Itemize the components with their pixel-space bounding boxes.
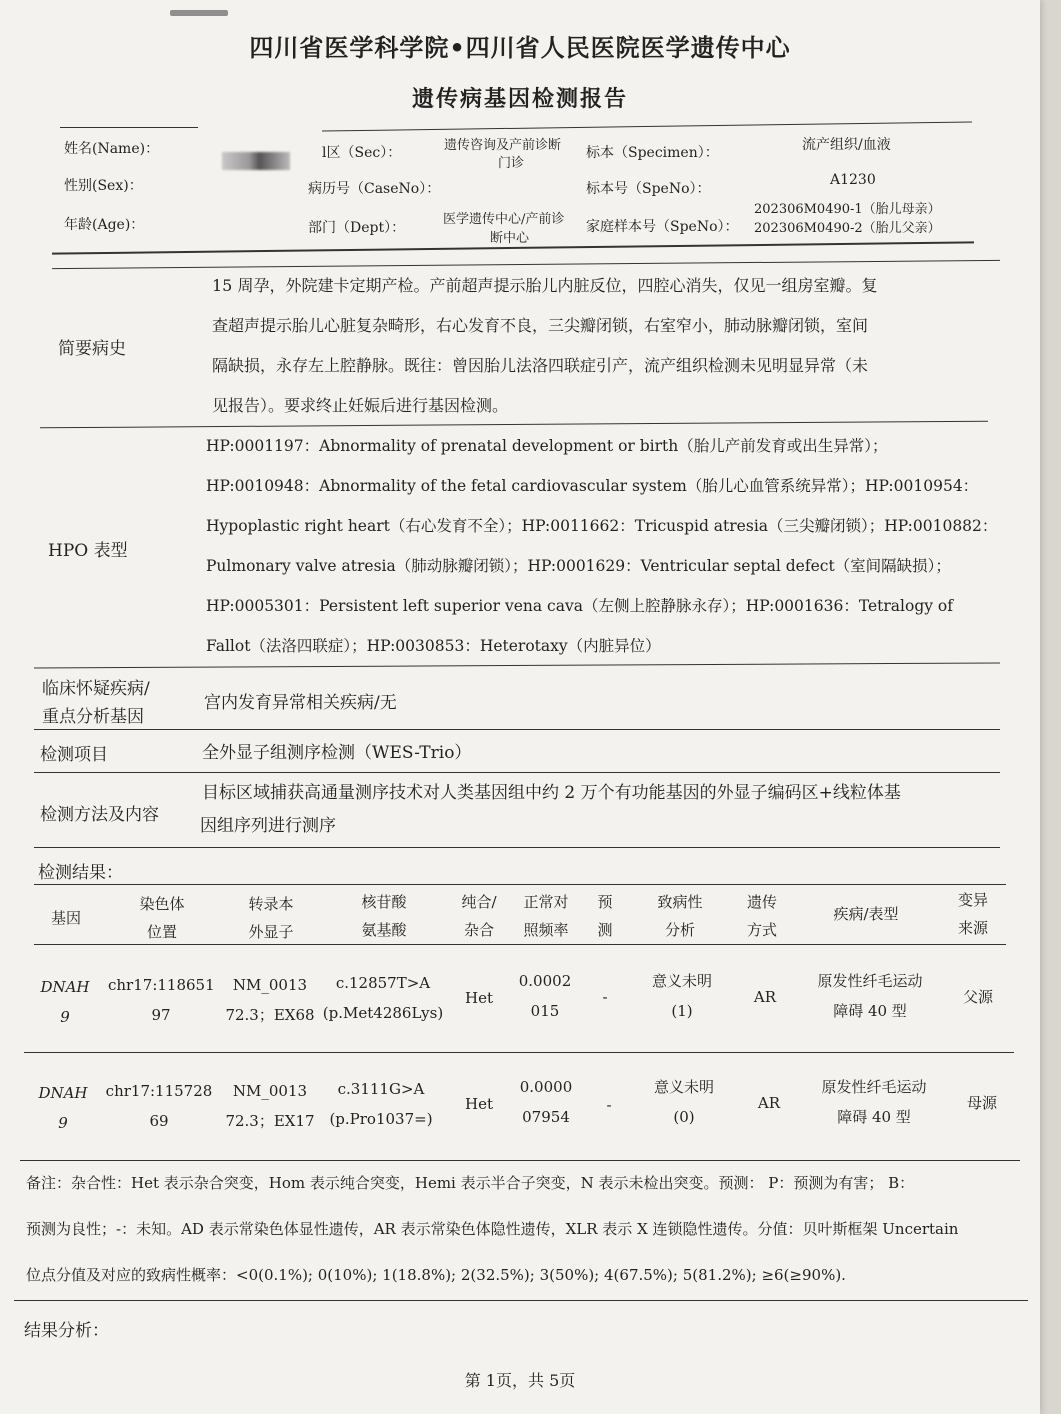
row-1-rule xyxy=(24,1052,1014,1053)
table-row-2-frequency: 0.0000 07954 xyxy=(519,1078,573,1126)
notes-line: 备注：杂合性：Het 表示杂合突变，Hom 表示纯合突变，Hemi 表示半合子突变，N 表示未检出突变。预测： P：预测为有害； B： xyxy=(26,1174,915,1192)
header-pathogenicity: 致病性 分析 xyxy=(657,893,703,939)
table-row-2-pathogenicity: 意义未明 (0) xyxy=(653,1078,714,1126)
table-row-1-frequency: 0.0002 015 xyxy=(518,972,572,1020)
dept-label: 部门（Dept）： xyxy=(308,220,406,236)
hpo-line: HP:0010948：Abnormality of the fetal cardiovascular system（胎儿心血管系统异常）；HP:0010954： xyxy=(206,477,979,495)
clinical-rule xyxy=(34,729,1000,730)
family-speno-value-2: 202306M0490-2（胎儿父亲） xyxy=(754,221,941,236)
table-row-2-gene: DNAH 9 xyxy=(38,1084,88,1132)
header-rule-left xyxy=(60,127,198,128)
method-label: 检测方法及内容 xyxy=(40,805,159,825)
header-transcript: 转录本 外显子 xyxy=(248,895,294,941)
header-nucleotide: 核苷酸 氨基酸 xyxy=(361,893,407,939)
history-line: 查超声提示胎儿心脏复杂畸形，右心发育不良，三尖瓣闭锁，右室窄小，肺动脉瓣闭锁，室间 xyxy=(212,316,869,335)
results-top-rule xyxy=(34,884,1006,885)
notes-line: 位点分值及对应的致病性概率：<0(0.1%); 0(10%); 1(18.8%); 2(32.5%); 3(50%); 4(67.5%); 5(81.2%); ≥6(≥90%). xyxy=(26,1266,846,1284)
sec-label: l区（Sec）： xyxy=(322,145,402,161)
header-disease: 疾病/表型 xyxy=(833,905,899,923)
dept-value-line1: 医学遗传中心/产前诊 xyxy=(443,212,565,227)
header-zygosity: 纯合/ 杂合 xyxy=(461,893,497,939)
table-row-2-inheritance: AR xyxy=(757,1094,781,1112)
sex-label: 性别(Sex)： xyxy=(64,178,143,194)
redacted-name xyxy=(222,152,290,170)
table-row-2-source: 母源 xyxy=(966,1094,997,1112)
table-row-1-prediction: - xyxy=(602,988,608,1006)
name-label: 姓名(Name)： xyxy=(64,141,160,157)
table-row-2-prediction: - xyxy=(606,1096,612,1114)
history-line: 见报告）。要求终止妊娠后进行基因检测。 xyxy=(212,396,509,415)
sec-value-line1: 遗传咨询及产前诊断 xyxy=(444,138,562,153)
caseno-label: 病历号（CaseNo）： xyxy=(308,181,441,197)
results-label: 检测结果： xyxy=(38,863,123,883)
hpo-line: Hypoplastic right heart（右心发育不全）；HP:0011662：Tricuspid atresia（三尖瓣闭锁）；HP:0010882： xyxy=(206,517,998,535)
specimen-value: 流产组织/血液 xyxy=(802,137,891,153)
project-rule xyxy=(34,772,1000,773)
header-gene: 基因 xyxy=(50,909,81,927)
clinical-label-line1: 临床怀疑疾病/ xyxy=(42,679,150,699)
dept-value-line2: 断中心 xyxy=(490,231,530,246)
specimen-label: 标本（Specimen）： xyxy=(586,145,719,161)
table-row-2-position: chr17:115728 69 xyxy=(105,1082,213,1130)
hpo-line: HP:0001197：Abnormality of prenatal development or birth（胎儿产前发育或出生异常）； xyxy=(206,437,888,455)
page-footer: 第 1页，共 5页 xyxy=(464,1371,576,1390)
sec-value-line2: 门诊 xyxy=(498,156,525,171)
notes-line: 预测为良性；-：未知。AD 表示常染色体显性遗传，AR 表示常染色体隐性遗传，XLR 表示 X 连锁隐性遗传。分值：贝叶斯框架 Uncertain xyxy=(26,1220,959,1238)
table-row-2-zygosity: Het xyxy=(465,1095,493,1113)
history-label: 简要病史 xyxy=(58,339,126,359)
header-inheritance: 遗传 方式 xyxy=(746,893,777,939)
table-row-1-nucleotide: c.12857T>A (p.Met4286Lys) xyxy=(322,974,444,1022)
hpo-line: Pulmonary valve atresia（肺动脉瓣闭锁）；HP:0001629：Ventricular septal defect（室间隔缺损）； xyxy=(206,557,951,575)
header-frequency: 正常对 照频率 xyxy=(523,893,569,939)
table-row-2-disease: 原发性纤毛运动 障碍 40 型 xyxy=(821,1078,927,1126)
report-title: 遗传病基因检测报告 xyxy=(411,87,628,112)
project-value: 全外显子组测序检测（WES-Trio） xyxy=(202,743,472,763)
history-text xyxy=(212,266,992,426)
hpo-label: HPO 表型 xyxy=(48,541,128,561)
table-row-1-zygosity: Het xyxy=(465,989,493,1007)
header-prediction: 预 测 xyxy=(597,893,613,939)
table-row-1-position: chr17:118651 97 xyxy=(108,976,215,1024)
history-line: 隔缺损，永存左上腔静脉。既往：曾因胎儿法洛四联症引产，流产组织检测未见明显异常（未 xyxy=(212,356,869,375)
hpo-text xyxy=(206,426,1006,666)
method-rule xyxy=(34,847,1000,848)
table-row-2-transcript: NM_0013 72.3；EX17 xyxy=(225,1082,315,1130)
table-row-1-gene: DNAH 9 xyxy=(40,978,90,1026)
table-row-1-transcript: NM_0013 72.3；EX68 xyxy=(225,976,315,1024)
hospital-name: 四川省医学科学院•四川省人民医院医学遗传中心 xyxy=(249,34,791,62)
results-header-rule xyxy=(34,944,1006,945)
notes xyxy=(26,1160,1026,1298)
header-rule-right xyxy=(322,121,972,131)
age-label: 年龄(Age)： xyxy=(64,217,145,233)
table-row-1-disease: 原发性纤毛运动 障碍 40 型 xyxy=(817,972,923,1020)
hpo-line: Fallot（法洛四联症）；HP:0030853：Heterotaxy（内脏异位） xyxy=(206,637,661,655)
table-row-1-source: 父源 xyxy=(962,988,993,1006)
family-speno-label: 家庭样本号（SpeNo）： xyxy=(586,219,739,235)
speno-value: A1230 xyxy=(830,172,876,188)
table-row-1-inheritance: AR xyxy=(753,988,777,1006)
staple xyxy=(170,10,228,16)
header-source: 变异 来源 xyxy=(957,891,988,937)
hpo-line: HP:0005301：Persistent left superior vena cava（左侧上腔静脉永存）；HP:0001636：Tetralogy of xyxy=(206,597,954,615)
clinical-label-line2: 重点分析基因 xyxy=(42,707,144,727)
table-row-2-nucleotide: c.3111G>A (p.Pro1037=) xyxy=(329,1080,433,1128)
project-label: 检测项目 xyxy=(40,745,108,765)
history-line: 15 周孕，外院建卡定期产检。产前超声提示胎儿内脏反位，四腔心消失，仅见一组房室瓣。复 xyxy=(212,276,878,295)
header-chromosome: 染色体 位置 xyxy=(139,895,185,941)
speno-label: 标本号（SpeNo）： xyxy=(586,181,711,197)
notes-rule xyxy=(14,1300,1028,1301)
method-value-line1: 目标区域捕获高通量测序技术对人类基因组中约 2 万个有功能基因的外显子编码区+线粒体基 xyxy=(202,783,901,803)
table-row-1-pathogenicity: 意义未明 (1) xyxy=(651,972,712,1020)
clinical-value: 宫内发育异常相关疾病/无 xyxy=(204,693,397,713)
family-speno-value-1: 202306M0490-1（胎儿母亲） xyxy=(754,202,941,217)
analysis-label: 结果分析： xyxy=(24,1321,109,1341)
method-value-line2: 因组序列进行测序 xyxy=(200,816,336,836)
